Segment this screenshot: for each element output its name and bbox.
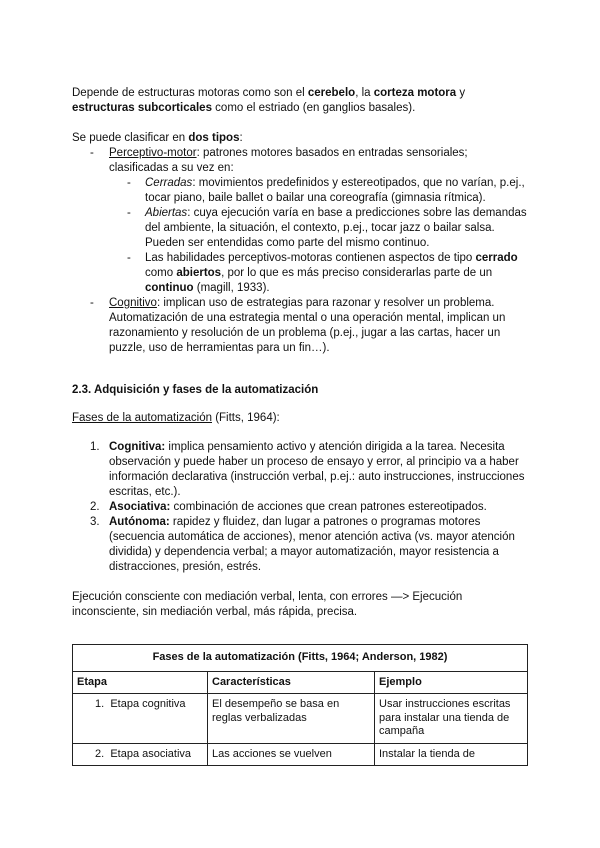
execution-paragraph: Ejecución consciente con mediación verbal, lenta, con errores —> Ejecución inconsciente, sin mediación verbal, más rápida, precisa. bbox=[72, 591, 463, 618]
cell-caracteristicas: Las acciones se vuelven bbox=[208, 743, 375, 766]
intro-paragraph: Depende de estructuras motoras como son el cerebelo, la corteza motora y estructuras subcorticales como el estriado (en ganglios basales). bbox=[72, 87, 466, 114]
table-title-row bbox=[73, 645, 528, 672]
col-header-caracteristicas: Características bbox=[208, 671, 375, 694]
sub-list bbox=[127, 176, 530, 296]
phases-list bbox=[72, 440, 530, 575]
phase-item-cognitiva: 1. Cognitiva: implica pensamiento activo y atención dirigida a la tarea. Necesita observación y puede haber un proceso de ensayo y error, al principio va a haber información declarativa (instrucción verbal, p.ej.: auto instrucciones, instrucciones escritas, etc.). bbox=[90, 441, 525, 498]
term-cognitivo: Cognitivo bbox=[109, 297, 157, 309]
cell-etapa: 1. Etapa cognitiva bbox=[73, 694, 208, 744]
fases-link: Fases de la automatización bbox=[72, 412, 212, 424]
term-corteza-motora: corteza motora bbox=[373, 87, 457, 99]
term-abiertas: Abiertas bbox=[145, 207, 188, 219]
cell-ejemplo: Usar instrucciones escritas para instalar una tienda de campaña bbox=[375, 694, 528, 744]
table-row bbox=[73, 694, 528, 744]
cell-ejemplo: Instalar la tienda de bbox=[375, 743, 528, 766]
list-item-perceptivo-motor: - Perceptivo-motor: patrones motores basados en entradas sensoriales; clasificadas a su vez en: - Cerradas: movimientos predefinidos y estereotipados, que no varían, p.ej., tocar piano, baile ballet o bailar una coreografía (gimnasia rítmica). - Abiertas: cuya ejecución varía en base a predicciones sobre las demandas del ambiente, la situación, el contexto, p.ej., tocar jazz o bailar salsa. Pueden ser entendidas como parte del mismo continuo. - Las habilidades perceptivos-motoras contienen aspectos de tipo cerrado como abiertos, por lo que es más preciso considerarlas parte de un continuo (magill, 1933). bbox=[72, 146, 530, 296]
dash-bullet: - bbox=[90, 147, 94, 159]
sub-item-continuo: - Las habilidades perceptivos-motoras contienen aspectos de tipo cerrado como abiertos, por lo que es más preciso considerarlas parte de un continuo (magill, 1933). bbox=[127, 252, 518, 294]
section-heading: 2.3. Adquisición y fases de la automatización bbox=[72, 384, 319, 396]
phase-item-asociativa: 2. Asociativa: combinación de acciones que crean patrones estereotipados. bbox=[90, 501, 487, 513]
fases-intro: Fases de la automatización (Fitts, 1964): bbox=[72, 412, 280, 424]
term-dos-tipos: dos tipos bbox=[188, 132, 240, 144]
table-header-row bbox=[73, 671, 528, 694]
document-body bbox=[72, 86, 530, 641]
dash-bullet: - bbox=[90, 297, 94, 309]
phases-table bbox=[72, 644, 528, 766]
classify-paragraph: Se puede clasificar en dos tipos: bbox=[72, 132, 243, 144]
sub-item-abiertas: - Abiertas: cuya ejecución varía en base a predicciones sobre las demandas del ambiente, la situación, el contexto, p.ej., tocar jazz o bailar salsa. Pueden ser entendidas como parte del mismo continuo. bbox=[127, 207, 527, 249]
term-cerebelo: cerebelo bbox=[307, 87, 356, 99]
types-list bbox=[72, 146, 530, 356]
col-header-ejemplo: Ejemplo bbox=[375, 671, 528, 694]
term-perceptivo-motor: Perceptivo-motor bbox=[109, 147, 197, 159]
sub-item-cerradas: - Cerradas: movimientos predefinidos y estereotipados, que no varían, p.ej., tocar piano, baile ballet o bailar una coreografía (gimnasia rítmica). bbox=[127, 177, 525, 204]
term-cerradas: Cerradas bbox=[145, 177, 193, 189]
cell-etapa: 2. Etapa asociativa bbox=[73, 743, 208, 766]
list-item-cognitivo: - Cognitivo: implican uso de estrategias para razonar y resolver un problema. Automatización de una estrategia mental o una operación mental, implican un razonamiento y resolución de un problema (p.ej., jugar a las cartas, hacer un puzzle, uso de herramientas para un fin…). bbox=[90, 297, 506, 354]
dash-bullet: - bbox=[127, 207, 131, 219]
phase-item-autonoma: 3. Autónoma: rapidez y fluidez, dan lugar a patrones o programas motores (secuencia automática de acciones), menor atención activa (vs. mayor atención dividida) y dependencia verbal; a mayor automatización, mayor resistencia a distracciones, presión, estrés. bbox=[90, 516, 515, 573]
table-row bbox=[73, 743, 528, 766]
col-header-etapa: Etapa bbox=[73, 671, 208, 694]
term-estructuras-subcorticales: estructuras subcorticales bbox=[72, 102, 212, 114]
table-title: Fases de la automatización (Fitts, 1964; Anderson, 1982) bbox=[73, 645, 528, 672]
cell-caracteristicas: El desempeño se basa en reglas verbalizadas bbox=[208, 694, 375, 744]
dash-bullet: - bbox=[127, 252, 131, 264]
dash-bullet: - bbox=[127, 177, 131, 189]
